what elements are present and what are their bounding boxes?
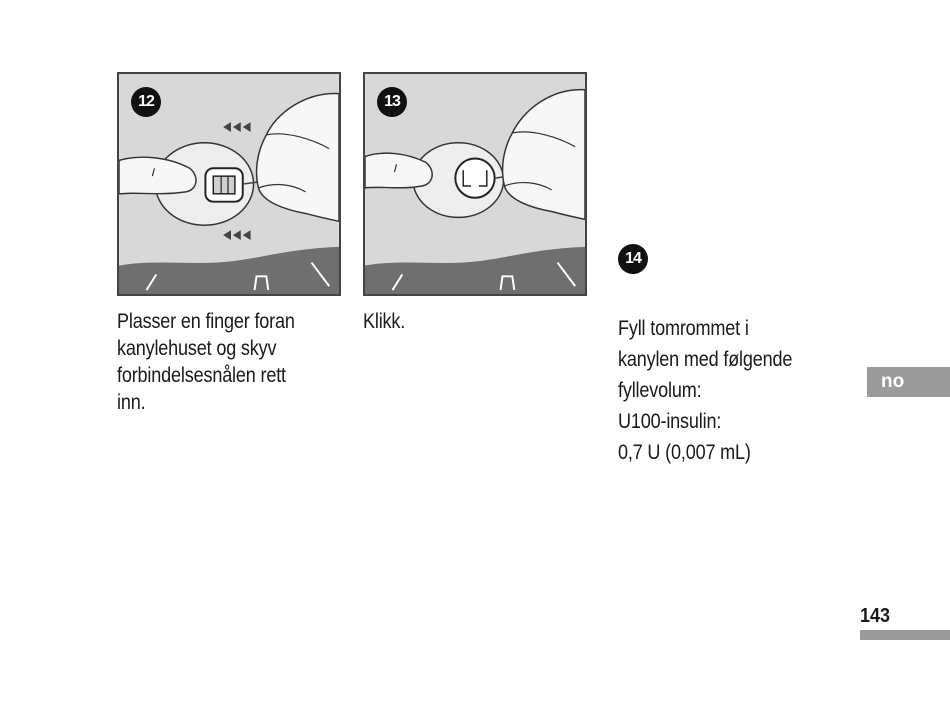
step-12-caption <box>117 308 341 416</box>
caption-line: fyllevolum: <box>618 379 702 402</box>
caption-line: Plasser en finger foran <box>117 310 295 333</box>
step-number-badge: 14 <box>618 244 648 274</box>
step-12-illustration <box>117 72 341 296</box>
caption-line: U100-insulin: <box>618 410 722 433</box>
step-13-caption <box>363 308 535 335</box>
step-number-badge: 13 <box>377 87 407 117</box>
caption-line: kanylehuset og skyv <box>117 337 277 360</box>
caption-line: Klikk. <box>363 310 406 333</box>
caption-line: inn. <box>117 391 146 414</box>
caption-line: Fyll tomrommet i <box>618 317 749 340</box>
page-number-rule <box>860 630 950 640</box>
step-13-illustration <box>363 72 587 296</box>
caption-line: 0,7 U (0,007 mL) <box>618 441 751 464</box>
step-14-caption <box>618 313 842 468</box>
step-number-badge: 12 <box>131 87 161 117</box>
caption-line: kanylen med følgende <box>618 348 793 371</box>
language-tab: no <box>867 367 950 397</box>
caption-line: forbindelsesnålen rett <box>117 364 286 387</box>
page-number: 143 <box>860 605 891 627</box>
